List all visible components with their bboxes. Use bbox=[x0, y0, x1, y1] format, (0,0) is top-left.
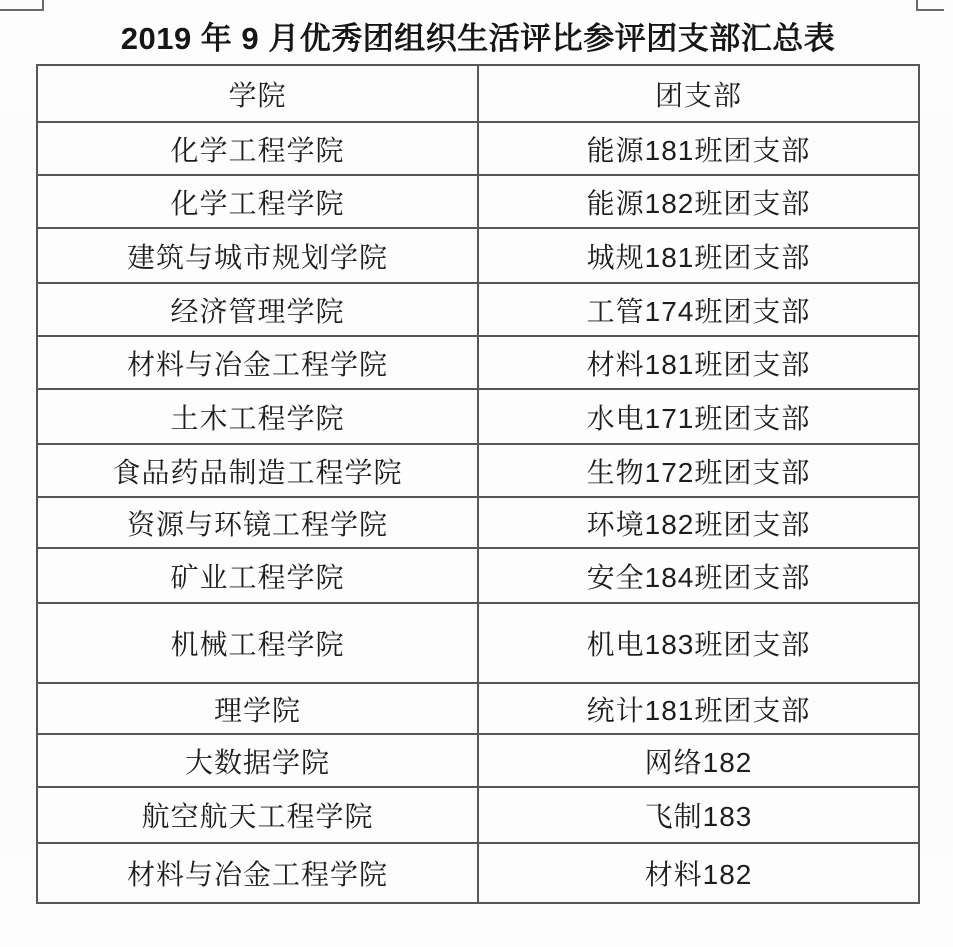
table-header bbox=[37, 65, 919, 122]
league-branch-cell: 能源182班团支部 bbox=[478, 175, 919, 228]
college-cell: 土木工程学院 bbox=[37, 389, 478, 444]
league-branch-cell: 网络182 bbox=[478, 734, 919, 787]
table-row bbox=[37, 787, 919, 843]
league-branch-cell: 安全184班团支部 bbox=[478, 548, 919, 603]
league-branch-cell: 城规181班团支部 bbox=[478, 228, 919, 283]
college-cell: 矿业工程学院 bbox=[37, 548, 478, 603]
college-cell: 经济管理学院 bbox=[37, 283, 478, 336]
table-row bbox=[37, 175, 919, 228]
college-cell: 大数据学院 bbox=[37, 734, 478, 787]
column-header-college: 学院 bbox=[37, 65, 478, 122]
table-row bbox=[37, 603, 919, 683]
college-cell: 材料与冶金工程学院 bbox=[37, 843, 478, 903]
cropped-table-fragment-left bbox=[0, 0, 44, 11]
league-branch-cell: 材料181班团支部 bbox=[478, 336, 919, 389]
table-header-row bbox=[37, 65, 919, 122]
table-row bbox=[37, 734, 919, 787]
college-cell: 化学工程学院 bbox=[37, 175, 478, 228]
college-cell: 化学工程学院 bbox=[37, 122, 478, 175]
table-row bbox=[37, 228, 919, 283]
summary-table bbox=[36, 64, 920, 904]
league-branch-cell: 材料182 bbox=[478, 843, 919, 903]
table-row bbox=[37, 283, 919, 336]
table-row bbox=[37, 843, 919, 903]
league-branch-cell: 生物172班团支部 bbox=[478, 444, 919, 497]
league-branch-cell: 水电171班团支部 bbox=[478, 389, 919, 444]
table-row bbox=[37, 122, 919, 175]
table-row bbox=[37, 497, 919, 548]
table-body bbox=[37, 122, 919, 903]
league-branch-cell: 飞制183 bbox=[478, 787, 919, 843]
college-cell: 食品药品制造工程学院 bbox=[37, 444, 478, 497]
league-branch-cell: 环境182班团支部 bbox=[478, 497, 919, 548]
table-row bbox=[37, 683, 919, 734]
table-row bbox=[37, 389, 919, 444]
college-cell: 航空航天工程学院 bbox=[37, 787, 478, 843]
college-cell: 材料与冶金工程学院 bbox=[37, 336, 478, 389]
league-branch-cell: 工管174班团支部 bbox=[478, 283, 919, 336]
page-title: 2019 年 9 月优秀团组织生活评比参评团支部汇总表 bbox=[120, 21, 836, 56]
college-cell: 资源与环镜工程学院 bbox=[37, 497, 478, 548]
college-cell: 机械工程学院 bbox=[37, 603, 478, 683]
league-branch-cell: 能源181班团支部 bbox=[478, 122, 919, 175]
column-header-league-branch: 团支部 bbox=[478, 65, 919, 122]
league-branch-cell: 统计181班团支部 bbox=[478, 683, 919, 734]
college-cell: 建筑与城市规划学院 bbox=[37, 228, 478, 283]
college-cell: 理学院 bbox=[37, 683, 478, 734]
cropped-table-fragment-right bbox=[916, 0, 944, 11]
table-row bbox=[37, 336, 919, 389]
league-branch-cell: 机电183班团支部 bbox=[478, 603, 919, 683]
table-row bbox=[37, 548, 919, 603]
table-row bbox=[37, 444, 919, 497]
